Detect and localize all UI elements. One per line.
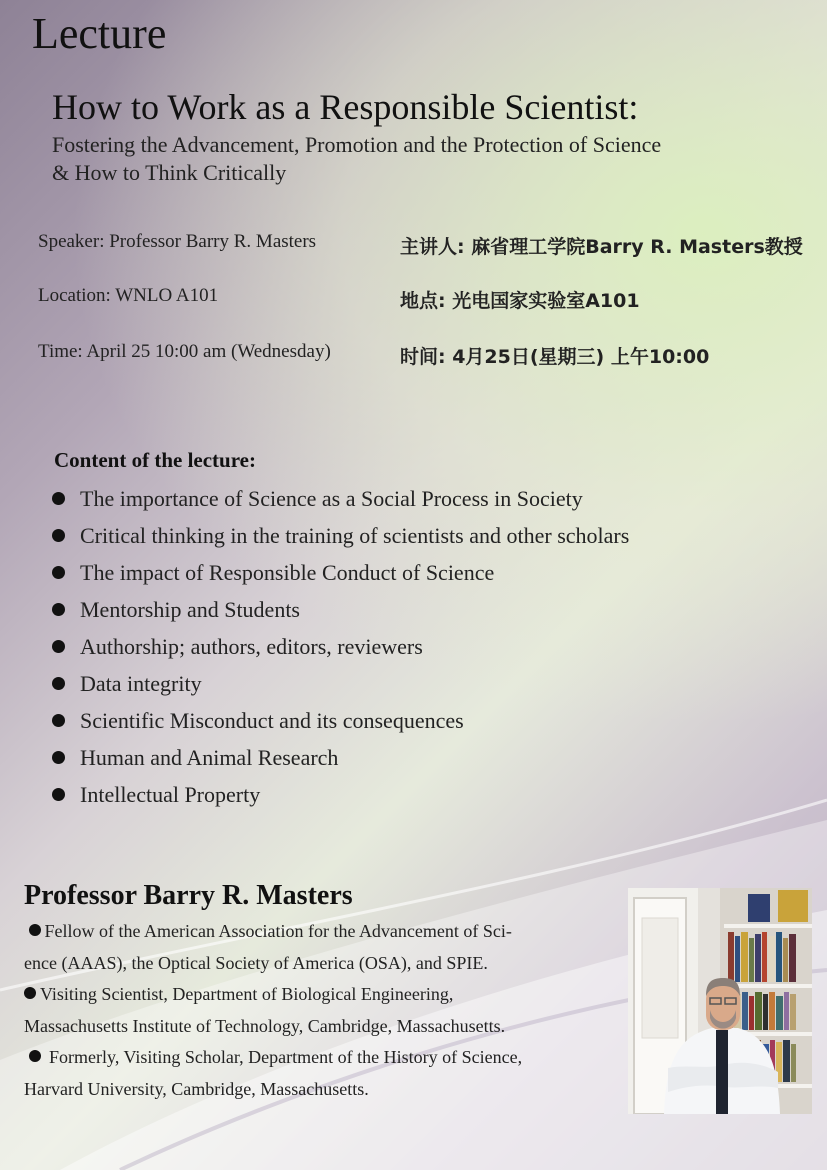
bullet-icon <box>52 492 65 505</box>
lecture-title: How to Work as a Responsible Scientist: <box>52 87 639 127</box>
list-item: Critical thinking in the training of scientists and other scholars <box>50 517 629 554</box>
bullet-icon <box>24 987 36 999</box>
speaker-portrait <box>628 888 812 1114</box>
content-heading: Content of the lecture: <box>54 448 256 472</box>
list-item: Human and Animal Research <box>50 739 629 776</box>
list-item: Authorship; authors, editors, reviewers <box>50 628 629 665</box>
subtitle-line-2: & How to Think Critically <box>52 160 287 185</box>
speaker-cn: 主讲人: 麻省理工学院Barry R. Masters教授 <box>400 236 803 258</box>
bio-line: Fellow of the American Association for the Advancement of Sci- <box>24 916 609 948</box>
bio-line: Massachusetts Institute of Technology, Cambridge, Massachusetts. <box>24 1015 506 1036</box>
content-list <box>50 480 629 813</box>
bio-line: ence (AAAS), the Optical Society of America (OSA), and SPIE. <box>24 952 488 973</box>
bullet-icon <box>29 924 41 936</box>
poster-label: Lecture <box>32 9 167 58</box>
list-item: Mentorship and Students <box>50 591 629 628</box>
bullet-icon <box>52 529 65 542</box>
bullet-icon <box>52 677 65 690</box>
location-en: Location: WNLO A101 <box>38 285 219 306</box>
location-cn: 地点: 光电国家实验室A101 <box>400 290 640 312</box>
list-item: Data integrity <box>50 665 629 702</box>
list-item: Intellectual Property <box>50 776 629 813</box>
speaker-en: Speaker: Professor Barry R. Masters <box>38 231 317 252</box>
bullet-icon <box>29 1050 41 1062</box>
bullet-icon <box>52 603 65 616</box>
bullet-icon <box>52 640 65 653</box>
bullet-icon <box>52 751 65 764</box>
bio-line: Harvard University, Cambridge, Massachusetts. <box>24 1078 369 1099</box>
list-item: The importance of Science as a Social Process in Society <box>50 480 629 517</box>
list-item: Scientific Misconduct and its consequences <box>50 702 629 739</box>
list-item: The impact of Responsible Conduct of Science <box>50 554 629 591</box>
subtitle-line-1: Fostering the Advancement, Promotion and the Protection of Science <box>52 132 662 157</box>
lecture-subtitle <box>52 131 661 187</box>
bio-line: Visiting Scientist, Department of Biological Engineering, <box>24 979 609 1011</box>
bio-line: Formerly, Visiting Scholar, Department of the History of Science, <box>24 1042 609 1074</box>
bullet-icon <box>52 788 65 801</box>
time-cn: 时间: 4月25日(星期三) 上午10:00 <box>400 346 710 368</box>
bullet-icon <box>52 714 65 727</box>
time-en: Time: April 25 10:00 am (Wednesday) <box>38 341 331 362</box>
bullet-icon <box>52 566 65 579</box>
speaker-bio <box>24 916 609 1105</box>
speaker-photo <box>628 888 812 1114</box>
speaker-name-heading: Professor Barry R. Masters <box>24 880 353 911</box>
